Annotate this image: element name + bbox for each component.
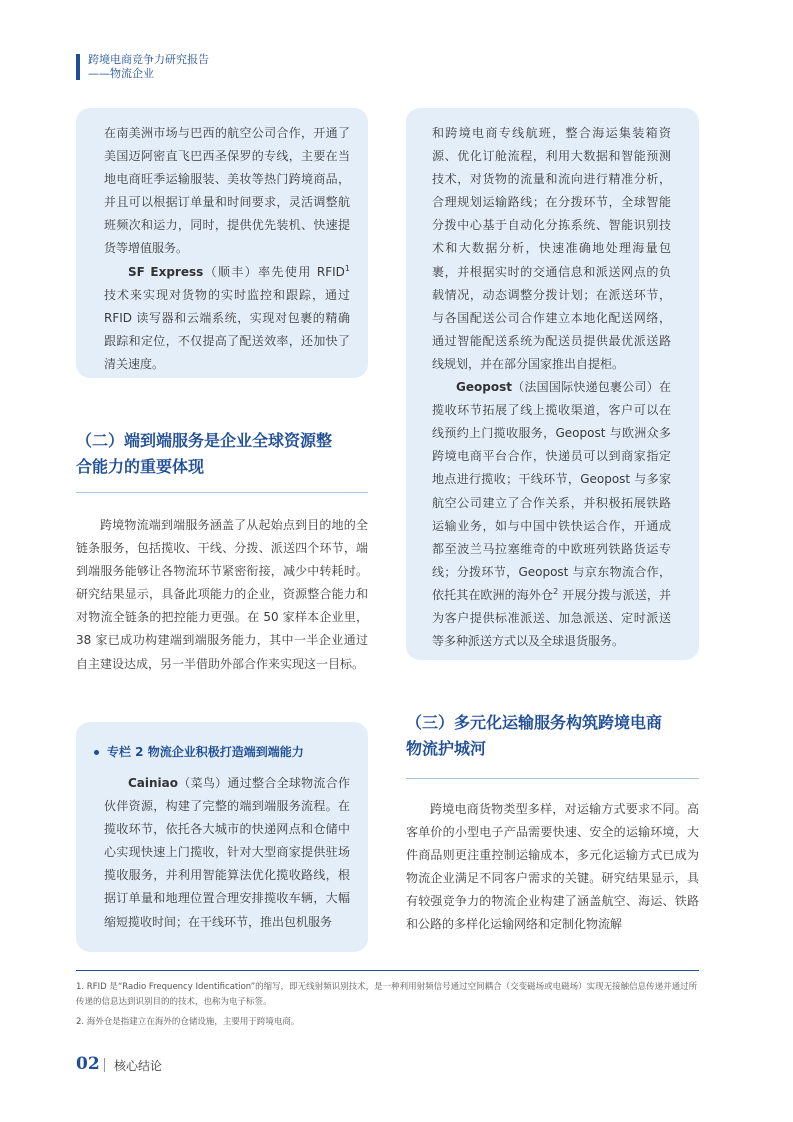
report-subtitle: ——物流企业 xyxy=(88,67,154,80)
column-box xyxy=(76,722,368,952)
footnote-ref: 2 xyxy=(553,586,559,596)
body-paragraph: 跨境电商货物类型多样，对运输方式要求不同。高客单价的小型电子产品需要快速、安全的运输环境，大件商品则更注重控制运输成本，多元化运输方式已成为物流企业满足不同客户需求的关键。研究结果显示，具有较强竞争力的物流企业构建了涵盖航空、海运、铁路和公路的多样化运输网络和定制化物流解 xyxy=(406,802,699,932)
section-title-line: （三）多元化运输服务构筑跨境电商 xyxy=(406,713,663,732)
footer-separator xyxy=(104,1058,105,1072)
section-title-line: 物流护城河 xyxy=(406,739,487,758)
section-title-line: 合能力的重要体现 xyxy=(76,457,205,476)
case-text: （顺丰）率先使用 RFID xyxy=(203,264,345,279)
case-text: （法国国际快递包裹公司）在揽收环节拓展了线上揽收渠道，客户可以在线预约上门揽收服务，Geopost 与欧洲众多跨境电商平台合作，快递员可以到商家指定地点进行揽收；干线环节，Geopost 与多家航空公司建立了合作关系，并积极拓展铁路运输业务，如与中国中铁快运合作，开通成都至波兰马拉塞维奇的中欧班列铁路货运专线；分拨环节，Geopost 与京东物流合作，依托其在欧洲的海外仓 xyxy=(432,380,671,602)
section-body xyxy=(406,798,699,937)
page-number: 02 xyxy=(76,1054,100,1074)
case-paragraph-sf xyxy=(104,261,350,376)
case-paragraph: 和跨境电商专线航班，整合海运集装箱资源、优化订舱流程，利用大数据和智能预测技术，对货物的流量和流向进行精准分析，合理规划运输路线；在分拨环节，全球智能分拨中心基于自动化分拣系统、智能识别技术和大数据分析，快速准确地处理海量包裹，并根据实时的交通信息和派送网点的负载情况，动态调整分拨计划；在派送环节，与各国配送公司合作建立本地化配送网络，通过智能配送系统为配送员提供最优派送路线规划，并在部分国家推出自提柜。 xyxy=(432,126,671,371)
case-paragraph: 在南美洲市场与巴西的航空公司合作，开通了美国迈阿密直飞巴西圣保罗的专线，主要在当地电商旺季运输服装、美妆等热门跨境商品，并且可以根据订单量和时间要求，灵活调整航班频次和运力，同时，提供优先装机、快速提货等增值服务。 xyxy=(104,126,350,256)
section-title-line: （二）端到端服务是企业全球资源整 xyxy=(76,431,333,450)
case-text: 技术来实现对货物的实时监控和跟踪，通过 RFID 读写器和云端系统，实现对包裹的精确跟踪和定位，不仅提高了配送效率，还加快了清关速度。 xyxy=(104,287,350,371)
body-paragraph: 跨境物流端到端服务涵盖了从起始点到目的地的全链条服务，包括揽收、干线、分拨、派送四个环节，端到端服务能够让各物流环节紧密衔接，减少中转耗时。研究结果显示，具备此项能力的企业，资源整合能力和对物流全链条的把控能力更强。在 50 家样本企业里，38 家已成功构建端到端服务能力，其中一半企业通过自主建设达成，另一半借助外部合作来实现这一目标。 xyxy=(76,518,368,671)
header-accent-bar xyxy=(76,54,80,80)
footnote-ref: 1 xyxy=(344,263,351,273)
column-title xyxy=(94,742,350,762)
report-title: 跨境电商竞争力研究报告 xyxy=(88,53,209,66)
case-box-right xyxy=(406,108,699,660)
company-name: SF Express xyxy=(128,264,204,279)
footnote-2: 2. 海外仓是指建立在海外的仓储设施，主要用于跨境电商。 xyxy=(76,1017,300,1027)
bullet-icon xyxy=(94,750,99,755)
footnote-1: 1. RFID 是“Radio Frequency Identification”的缩写，即无线射频识别技术，是一种利用射频信号通过空间耦合（交变磁场或电磁场）实现无接触信息传递并通过所传递的信息达到识别目的的技术，也称为电子标签。 xyxy=(76,982,698,1007)
section-divider xyxy=(76,492,368,493)
case-paragraph-geopost xyxy=(432,376,671,653)
section-divider xyxy=(406,778,699,779)
company-name: Cainiao xyxy=(128,776,179,790)
case-text: 开展分拨与派送，并为客户提供标准派送、加急派送、定时派送等多种派送方式以及全球退货服务。 xyxy=(432,587,671,649)
chapter-label: 核心结论 xyxy=(114,1059,163,1073)
section-title xyxy=(76,428,376,480)
footnote-divider xyxy=(76,970,699,971)
company-name: Geopost xyxy=(456,380,512,395)
section-body xyxy=(76,514,368,676)
column-paragraph xyxy=(94,772,350,934)
case-box-left xyxy=(76,108,368,378)
column-title-text: 专栏 2 物流企业积极打造端到端能力 xyxy=(107,745,304,759)
column-text: （菜鸟）通过整合全球物流合作伙伴资源，构建了完整的端到端服务流程。在揽收环节，依托各大城市的快递网点和仓储中心实现快速上门揽收，针对大型商家提供驻场揽收服务，并利用智能算法优化揽收路线，根据订单量和地理位置合理安排揽收车辆，大幅缩短揽收时间；在干线环节，推出包机服务 xyxy=(104,776,350,929)
section-title xyxy=(406,710,706,762)
